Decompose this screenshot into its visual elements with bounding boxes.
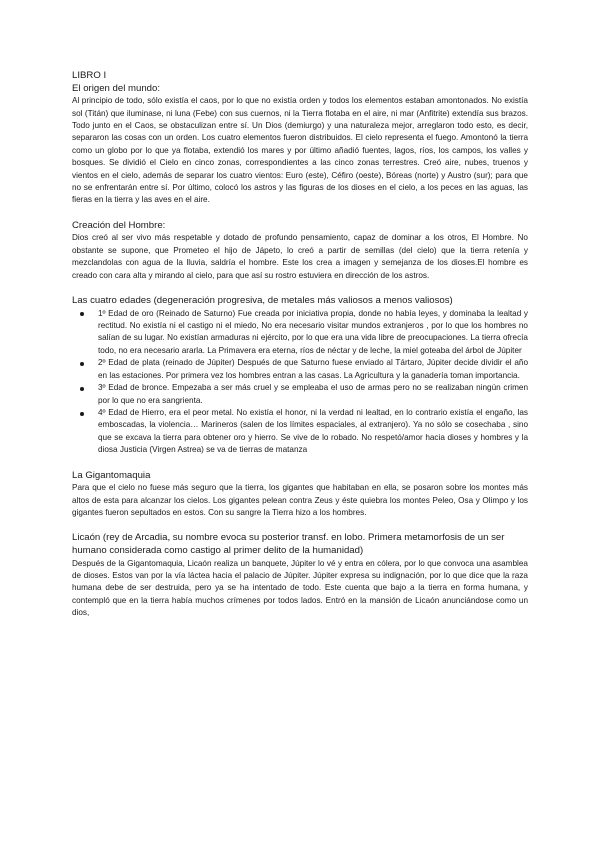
section-lycaon-body: Después de la Gigantomaquia, Licaón realiza un banquete, Júpiter lo vé y entra en cólera, por lo que convoca una asamblea de dioses. Estos van por la vía láctea hacia el palacio de Júpiter. Júpiter expresa su indignación, por lo que dice que la raza humana debe de ser destruida, pero ya se ha intentado de todo. Este cuenta que bajo a la tierra en forma humana, y contempló que en la tierra había muchos crímenes por todos lados. Entró en la mansión de Licaón anunciándose como un dios, [72, 558, 528, 618]
bullet-icon [80, 412, 84, 416]
ages-list [72, 308, 528, 457]
section-gigantomachy-title: La Gigantomaquia [72, 469, 151, 481]
section-origin-title: El origen del mundo: [72, 82, 160, 94]
list-item [72, 382, 528, 407]
bullet-icon [80, 362, 84, 366]
bullet-icon [80, 312, 84, 316]
section-creation-title: Creación del Hombre: [72, 219, 166, 231]
age-iron: 4º Edad de Hierro, era el peor metal. No existía el honor, ni la verdad ni lealtad, en lo contrario existía el engaño, las emboscadas, la violencia… Marineros (salen de los límites espaciales, al extranjero). Ya no sólo se cosechaba , sino que se excava la tierra para obtener oro y hierro. Se vive de lo robado. No respetó/amor hacia dioses y hombres y la diosa Justicia (Virgen Astrea) se va de tierras de matanza [98, 407, 528, 455]
section-lycaon-title: Licaón (rey de Arcadia, su nombre evoca su posterior transf. en lobo. Primera metamorfosis de un ser humano considerada como castigo al primer delito de la humanidad) [72, 532, 505, 556]
section-ages-title: Las cuatro edades (degeneración progresiva, de metales más valiosos a menos valiosos) [72, 295, 453, 307]
document-page [72, 70, 528, 620]
bullet-icon [80, 387, 84, 391]
list-item [72, 308, 528, 358]
book-heading: LIBRO I [72, 70, 107, 81]
section-gigantomachy-body: Para que el cielo no fuese más seguro que la tierra, los gigantes que habitaban en ella, se posaron sobre los montes más altos de esta para alcanzar los cielos. Los gigantes pelean contra Zeus y éste quiebra los montes Peleo, Osa y Olimpo y los gigantes fueron sepultados en estos. Con su sangre la Tierra hizo a los hombres. [72, 483, 528, 517]
list-item [72, 407, 528, 457]
section-origin-body: Al principio de todo, sólo existía el caos, por lo que no existía orden y todos los elementos estaban amontonados. No existía sol (Titán) que iluminase, ni luna (Febe) con sus cuernos, ni la Tierra flotaba en el aire, ni mar (Anfitrite) extendía sus brazos. Todo junto en el Caos, se obstaculizan entre sí. Un Dios (demiurgo) y una naturaleza mejor, arreglaron todo esto, es decir, separaron las cosas con un orden. Los cuatro elementos fueron distribuidos. El cielo representa el fuego. Amontonó la tierra como un globo por lo que ya flotaba, extendió los mares y por último añadió fuentes, lagos, ríos, los campos, los valles y bosques. Se dividió el Cielo en cinco zonas, correspondientes a las cinco zonas terrestres. Creó aire, nubes, truenos y vientos en el cielo, además de separar los cuatro vientos: Euro (este), Céfiro (oeste), Bóreas (norte) y Austro (sur); para que no se enfrentarán entre sí. Por último, colocó los astros y las figuras de los dioses en el cielo, a los peces en las aguas, las fieras en la tierra y las aves en el aire. [72, 96, 528, 205]
section-creation-body: Dios creó al ser vivo más respetable y dotado de profundo pensamiento, capaz de dominar a los otros, El Hombre. No obstante se supone, que Prometeo el hijo de Jápeto, lo creó a partir de semillas (del cielo) que la tierra retenía y mezclandolas con agua de la lluvia, saldría el hombre. Este los crea a imagen y semejanza de los dioses.El hombre es creado con cara alta y mirando al cielo, para que así su rostro estuviera en dirección de los astros. [72, 233, 528, 280]
age-gold: 1º Edad de oro (Reinado de Saturno) Fue creada por iniciativa propia, donde no había leyes, y dominaba la lealtad y rectitud. No existía ni el castigo ni el miedo, No era necesario visitar mundos extranjeros , por lo que los hombres no salían de su lugar. No existían armaduras ni ejército, por lo que era una vida libre de preocupaciones. La tierra ofrecía todo, no era necesario ararla. La Primavera era eterna, ríos de néctar y de leche, la miel goteaba del árbol de Júpiter [98, 308, 528, 355]
age-bronze: 3º Edad de bronce. Empezaba a ser más cruel y se empleaba el uso de armas pero no se realizaban ningún crimen por lo que no era sangrienta. [98, 383, 528, 405]
list-item [72, 357, 528, 382]
age-silver: 2º Edad de plata (reinado de Júpiter) Después de que Saturno fuese enviado al Tártaro, Júpiter decide dividir el año en las estaciones. Por primera vez los hombres entran a las casas. La Agricultura y la ganadería toman importancia. [98, 358, 528, 380]
